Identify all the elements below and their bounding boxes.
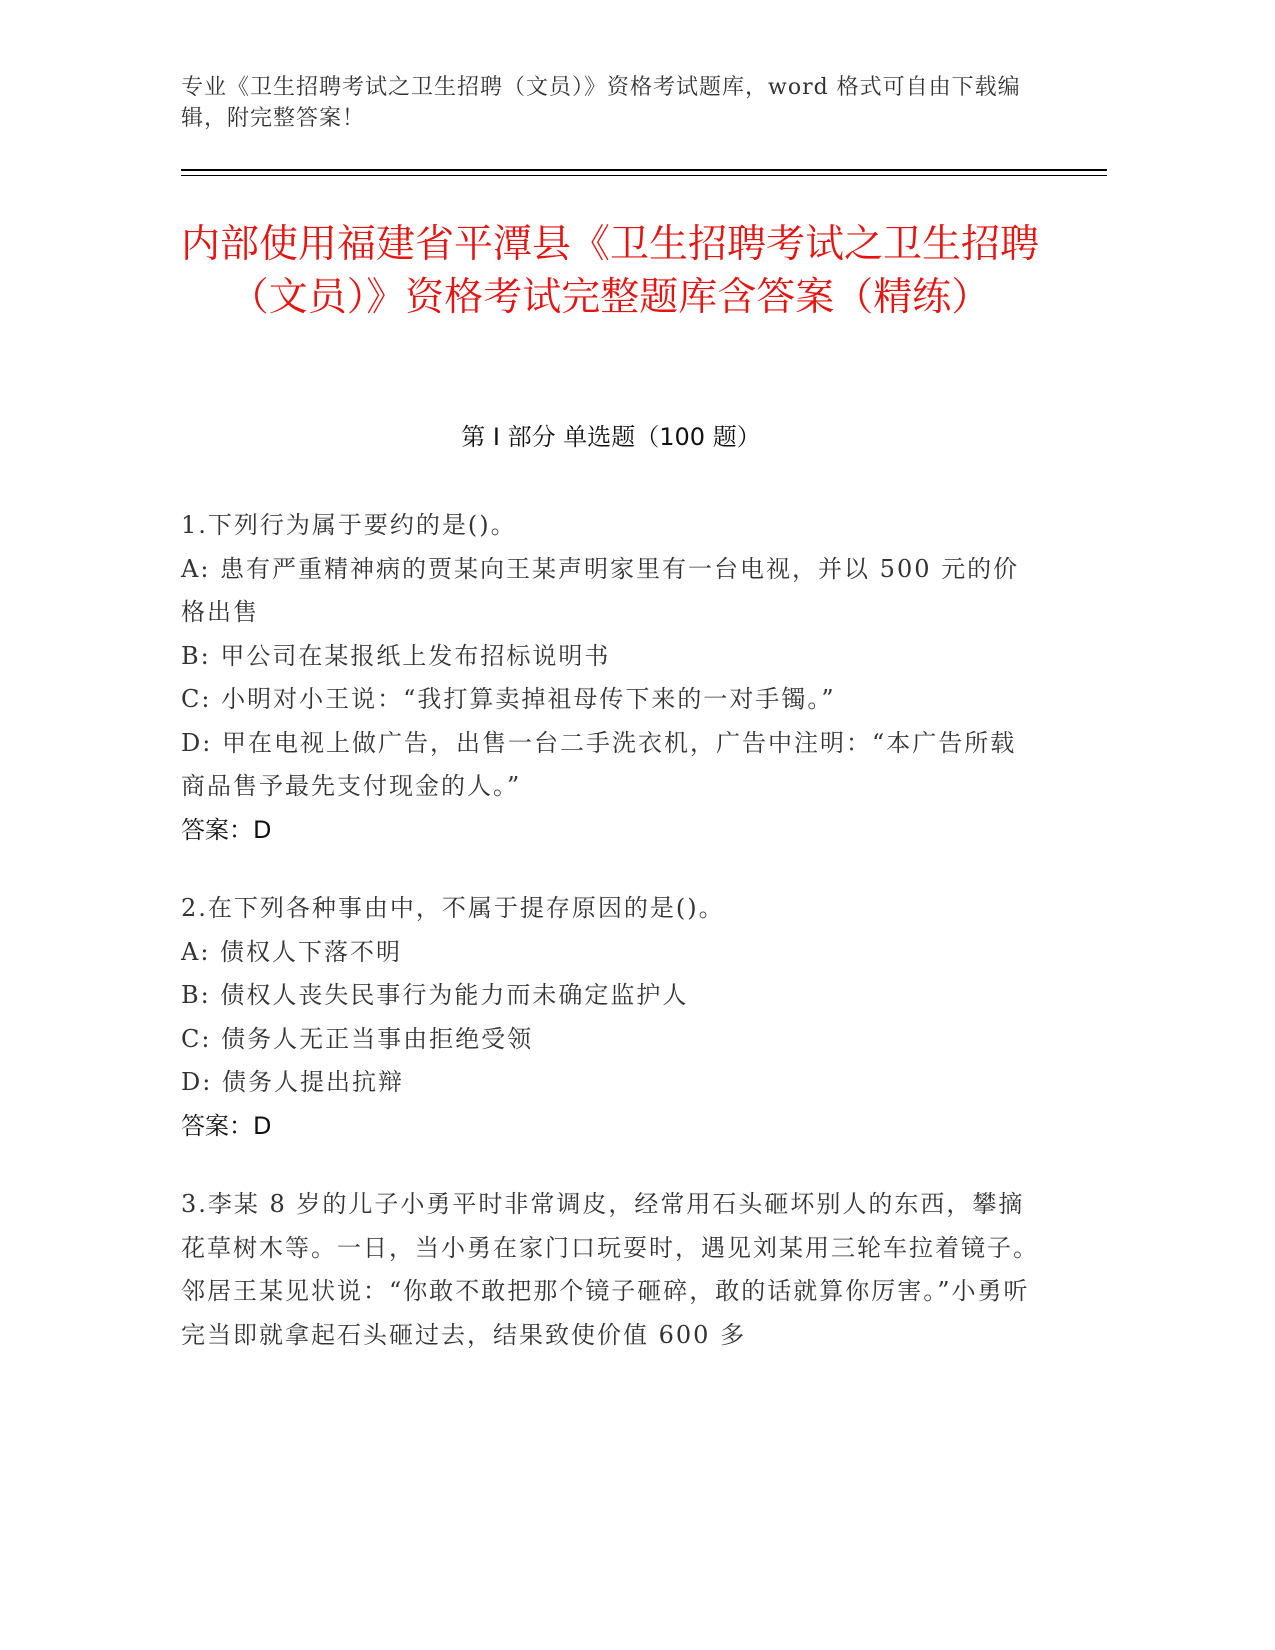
question-2 <box>181 887 1041 1148</box>
question-3 <box>181 1183 1041 1357</box>
question-list <box>181 504 1041 1392</box>
option-b: B: 甲公司在某报纸上发布招标说明书 <box>181 641 611 670</box>
option-d: D: 甲在电视上做广告，出售一台二手洗衣机，广告中注明：“本广告所载商品售予最先支付现金的人。” <box>181 728 1017 800</box>
document-title: 内部使用福建省平潭县《卫生招聘考试之卫生招聘（文员）》资格考试完整题库含答案（精练） <box>180 222 1039 320</box>
option-b: B: 债权人丧失民事行为能力而未确定监护人 <box>181 981 689 1009</box>
header-note: 专业《卫生招聘考试之卫生招聘（文员）》资格考试题库，word 格式可自由下载编辑，附完整答案！ <box>181 75 1021 131</box>
section-heading: 第 I 部分 单选题（100 题） <box>461 423 761 451</box>
question-1 <box>181 504 1041 852</box>
option-a: A: 患有严重精神病的贾某向王某声明家里有一台电视，并以 500 元的价格出售 <box>181 554 1020 626</box>
option-c: C: 债务人无正当事由拒绝受领 <box>181 1024 534 1053</box>
header-divider-thin <box>181 175 1107 176</box>
option-d: D: 债务人提出抗辩 <box>181 1068 404 1096</box>
answer-line: 答案：D <box>181 815 272 844</box>
header-divider-thick <box>181 169 1107 171</box>
question-stem: 3.李某 8 岁的儿子小勇平时非常调皮，经常用石头砸坏别人的东西，攀摘花草树木等。一日，当小勇在家门口玩耍时，遇见刘某用三轮车拉着镜子。邻居王某见状说：“你敢不敢把那个镜子砸碎，敢的话就算你厉害。”小勇听完当即就拿起石头砸过去，结果致使价值 600 多 <box>181 1190 1039 1349</box>
option-a: A: 债权人下落不明 <box>181 937 403 966</box>
option-c: C: 小明对小王说：“我打算卖掉祖母传下来的一对手镯。” <box>181 685 836 713</box>
question-stem: 1.下列行为属于要约的是()。 <box>181 511 517 539</box>
answer-line: 答案：D <box>181 1111 272 1140</box>
question-stem: 2.在下列各种事由中，不属于提存原因的是()。 <box>181 894 725 922</box>
